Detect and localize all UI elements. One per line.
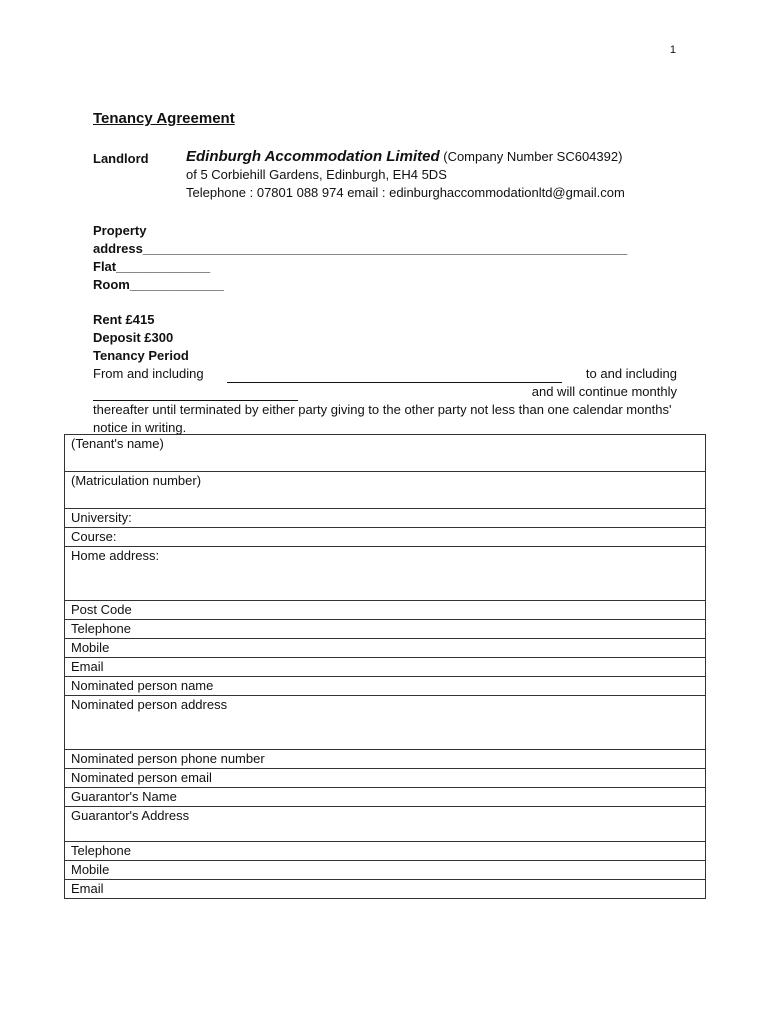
course-field[interactable]: Course: (65, 528, 706, 547)
property-label: Property (93, 223, 147, 238)
tenant-details-table (64, 434, 706, 899)
company-number: (Company Number SC604392) (443, 149, 623, 164)
landlord-address: of 5 Corbiehill Gardens, Edinburgh, EH4 5DS (186, 167, 447, 182)
company-name: Edinburgh Accommodation Limited (186, 148, 440, 165)
landlord-details (186, 148, 625, 202)
guarantor-address-field[interactable]: Guarantor's Address (65, 807, 706, 842)
period-from-line (93, 365, 677, 383)
to-label: to and including (585, 366, 677, 381)
tenancy-period-label: Tenancy Period (93, 348, 189, 363)
property-address-line[interactable]: address___________________________________________________________________ (93, 241, 628, 256)
rent-section (93, 311, 677, 437)
nominated-phone-field[interactable]: Nominated person phone number (65, 750, 706, 769)
flat-line[interactable]: Flat_____________ (93, 259, 211, 274)
guarantor-telephone-field[interactable]: Telephone (65, 842, 706, 861)
nominated-email-field[interactable]: Nominated person email (65, 769, 706, 788)
matriculation-field[interactable]: (Matriculation number) (65, 472, 706, 509)
guarantor-mobile-field[interactable]: Mobile (65, 861, 706, 880)
tenant-name-field[interactable]: (Tenant's name) (65, 435, 706, 472)
post-code-field[interactable]: Post Code (65, 601, 706, 620)
nominated-address-field[interactable]: Nominated person address (65, 696, 706, 750)
continue-label: and will continue monthly (531, 384, 677, 399)
landlord-label: Landlord (93, 151, 149, 166)
email-field[interactable]: Email (65, 658, 706, 677)
termination-text: thereafter until terminated by either party giving to the other party not less than one calendar months' notice in writing. (93, 402, 672, 435)
period-to-line (93, 383, 677, 401)
university-field[interactable]: University: (65, 509, 706, 528)
from-date-blank[interactable] (227, 370, 562, 383)
guarantor-name-field[interactable]: Guarantor's Name (65, 788, 706, 807)
room-line[interactable]: Room_____________ (93, 277, 224, 292)
guarantor-email-field[interactable]: Email (65, 880, 706, 899)
home-address-field[interactable]: Home address: (65, 547, 706, 601)
property-section (93, 222, 627, 294)
to-date-blank[interactable] (93, 388, 298, 401)
deposit-amount: Deposit £300 (93, 330, 174, 345)
rent-amount: Rent £415 (93, 312, 155, 327)
mobile-field[interactable]: Mobile (65, 639, 706, 658)
telephone-field[interactable]: Telephone (65, 620, 706, 639)
page-number: 1 (669, 44, 676, 56)
nominated-name-field[interactable]: Nominated person name (65, 677, 706, 696)
from-label: From and including (93, 366, 204, 381)
document-title: Tenancy Agreement (93, 110, 235, 127)
landlord-contact: Telephone : 07801 088 974 email : edinburghaccommodationltd@gmail.com (186, 185, 625, 200)
